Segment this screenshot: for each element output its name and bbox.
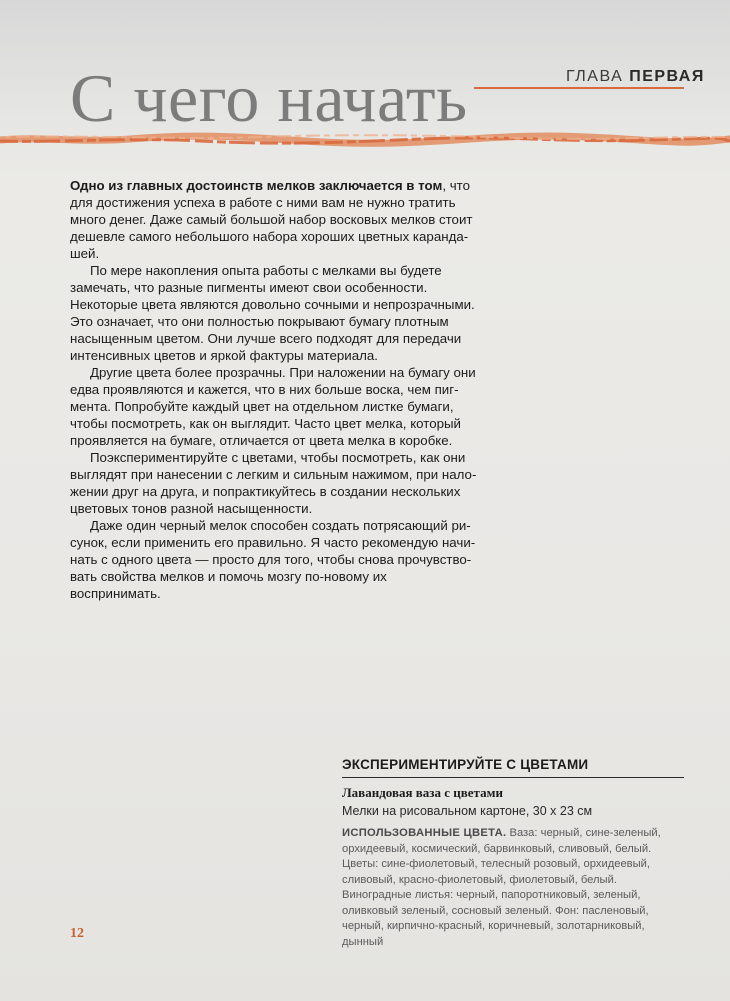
- sidebar-caption: [342, 757, 684, 950]
- paragraph-2: По мере накопления опыта работы с мелками вы будете замечать, что разные пигменты имеют свои особенности. Некоторые цвета являются довольно сочными и непрозрачными. Это означает, что они полностью покрывают бумагу плотным насыщенным цветом. Они лучше всего подходят для передачи интенсивных цветов и яркой фактуры материала.: [70, 263, 475, 363]
- chapter-label: [566, 68, 705, 86]
- paragraph-3: Другие цвета более прозрачны. При наложении на бумагу они едва проявляются и кажется, что в них больше воска, чем пигмента. Попробуйте каждый цвет на отдельном листке бумаги, чтобы посмотреть, как он выглядит. Часто цвет мелка, который проявляется на бумаге, отличается от цвета мелка в коробке.: [70, 365, 476, 448]
- colors-used-label: ИСПОЛЬЗОВАННЫЕ ЦВЕТА.: [342, 827, 507, 839]
- paragraph-1-rest: , что для достижения успеха в работе с ними вам не нужно тратить много денег. Даже самый большой набор восковых мелков стоит дешевле самого небольшого набора хороших цветных карандашей.: [70, 178, 473, 261]
- sidebar-heading: ЭКСПЕРИМЕНТИРУЙТЕ С ЦВЕТАМИ: [342, 757, 684, 778]
- brush-stroke-divider: [0, 131, 730, 149]
- paragraph-1: [70, 177, 478, 262]
- paragraph-4: Поэкспериментируйте с цветами, чтобы посмотреть, как они выглядят при нанесении с легким и сильным нажимом, при наложении друг на друга, и попрактикуйтесь в создании нескольких цветовых тонов разной насыщенности.: [70, 450, 477, 516]
- colors-used-text: Ваза: черный, сине-зеленый, орхидеевый, космический, барвинковый, сливовый, белый. Цветы: сине-фиолетовый, телесный розовый, орхидеевый, сливовый, красно-фиолетовый, фиолетовый, белый. Виноградные листья: черный, папоротниковый, зеленый, оливковый зеленый, сосновый зеленый. Фон: пасленовый, черный, кирпично-красный, коричневый, золотарниковый, дынный: [342, 827, 661, 948]
- page-number: 12: [70, 926, 84, 941]
- paragraph-5: Даже один черный мелок способен создать потрясающий рисунок, если применить его правильно. Я часто рекомендую начинать с одного цвета — просто для того, чтобы снова прочувствовать свойства мелков и помочь мозгу по-новому их воспринимать.: [70, 518, 476, 601]
- chapter-rule: [474, 87, 684, 89]
- lead-in-bold: Одно из главных достоинств мелков заключается в том: [70, 178, 443, 193]
- chapter-label-number: ПЕРВАЯ: [629, 68, 705, 85]
- artwork-medium: Мелки на рисовальном картоне, 30 х 23 см: [342, 804, 593, 818]
- chapter-title: С чего начать: [70, 60, 468, 136]
- body-text: [70, 177, 478, 602]
- chapter-label-prefix: ГЛАВА: [566, 68, 630, 85]
- artwork-title: Лавандовая ваза с цветами: [342, 785, 503, 800]
- colors-used: [342, 826, 684, 950]
